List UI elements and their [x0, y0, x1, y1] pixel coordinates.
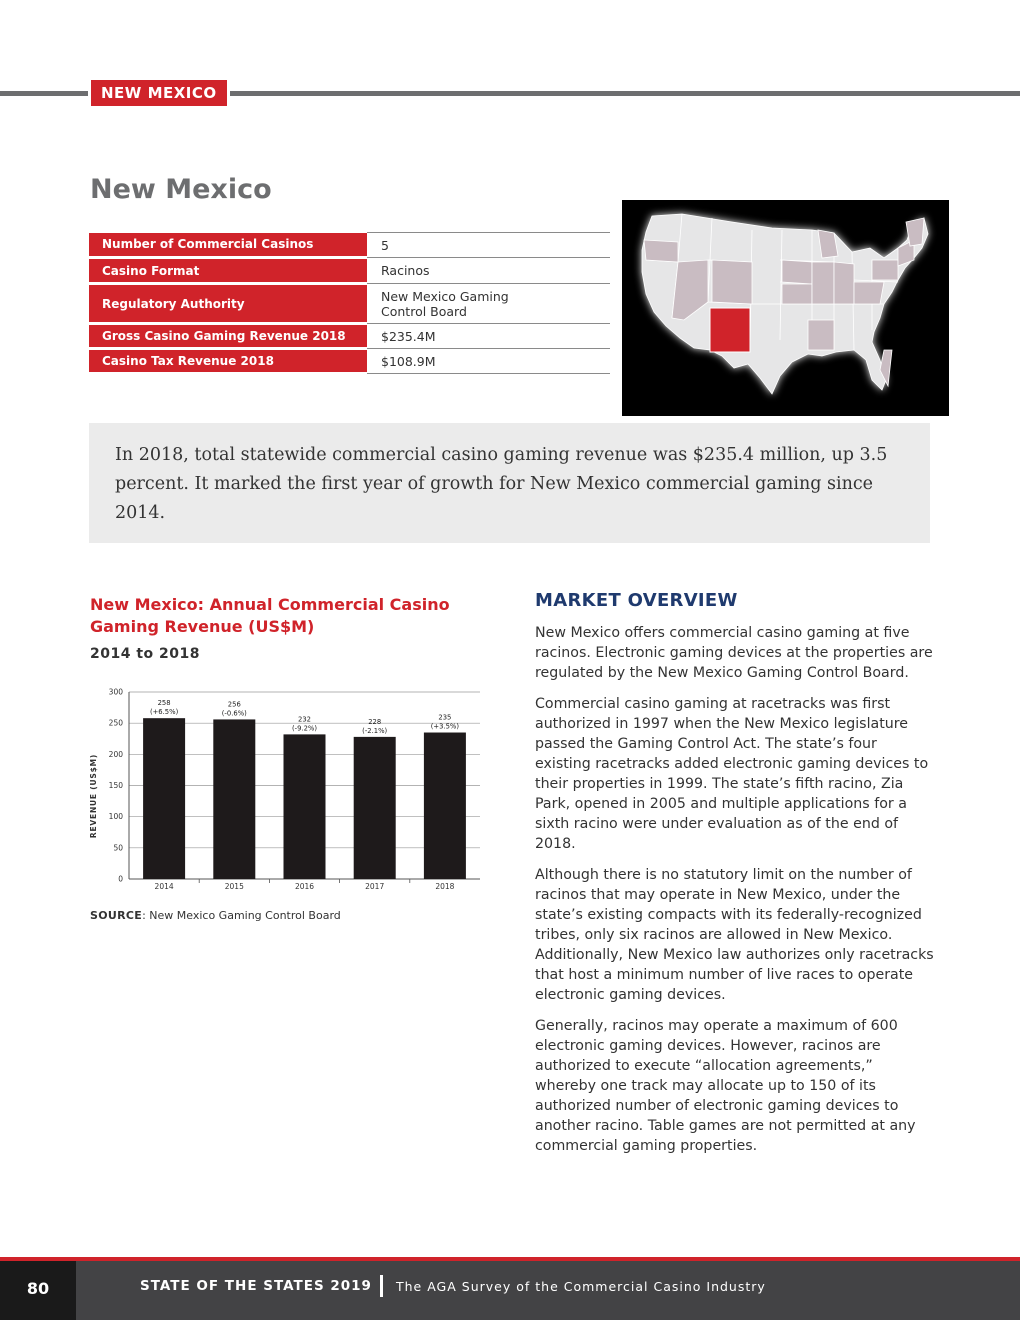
x-tick-label: 2014 [154, 882, 174, 891]
y-tick-label: 200 [108, 749, 123, 759]
bar [284, 734, 326, 879]
overview-paragraph: Although there is no statutory limit on the number of racinos that may operate in New Mexico, under the state’s existing compacts with its federally-recognized tribes, only six racinos are allowed in New Mexico. Additionally, New Mexico law authorizes only racetracks that host a minimum number of live races to operate electronic gaming devices. [535, 867, 934, 1003]
source-text: : New Mexico Gaming Control Board [142, 909, 341, 922]
revenue-bar-chart [84, 684, 484, 894]
data-label: 258 [157, 699, 171, 708]
overview-paragraph: New Mexico offers commercial casino gaming at five racinos. Electronic gaming devices at the properties are regulated by the New Mexico Gaming Control Board. [535, 625, 933, 681]
x-tick-label: 2018 [435, 882, 455, 891]
us-map-graphic [622, 200, 949, 416]
change-label: (+6.5%) [149, 708, 179, 717]
bar [354, 737, 396, 879]
new-mexico-state [710, 308, 750, 352]
fact-value: 5 [367, 233, 610, 258]
chart-subtitle: 2014 to 2018 [90, 646, 200, 662]
y-axis-label: REVENUE (US$M) [89, 753, 98, 839]
fact-label: Regulatory Authority [89, 284, 367, 324]
callout-box [89, 423, 930, 543]
bar [213, 719, 255, 879]
x-tick-label: 2016 [294, 882, 315, 891]
y-tick-label: 250 [108, 718, 123, 728]
us-map [622, 200, 949, 416]
chart-source [90, 909, 341, 922]
change-label: (-9.2%) [291, 724, 318, 733]
fact-value-line: Control Board [381, 303, 467, 319]
y-tick-label: 100 [108, 812, 123, 822]
data-label: 235 [438, 713, 452, 722]
y-tick-label: 300 [108, 687, 123, 697]
footer-divider [380, 1275, 383, 1297]
x-tick-label: 2015 [224, 882, 244, 891]
fact-value: $235.4M [367, 324, 610, 349]
facts-row [89, 324, 610, 349]
bar [424, 733, 466, 879]
overview-paragraph: Generally, racinos may operate a maximum of 600 electronic gaming devices. However, racinos are authorized to execute “allocation agreements,” whereby one track may allocate up to 150 of its authorized number of electronic gaming devices to another racino. Table games are not permitted at any commercial gaming properties. [535, 1018, 916, 1154]
y-tick-label: 50 [113, 843, 123, 853]
page-title: New Mexico [90, 174, 272, 205]
y-tick-label: 0 [118, 874, 123, 884]
x-tick-label: 2017 [365, 882, 385, 891]
footer [0, 1261, 1020, 1320]
footer-subtitle: The AGA Survey of the Commercial Casino Industry [396, 1279, 766, 1294]
facts-row [89, 349, 610, 374]
chart-title: New Mexico: Annual Commercial Casino Gaming Revenue (US$M) [90, 595, 450, 636]
fact-label: Casino Tax Revenue 2018 [89, 349, 367, 374]
facts-table [89, 232, 610, 375]
fact-value: $108.9M [367, 349, 610, 374]
market-overview-heading: MARKET OVERVIEW [535, 590, 738, 611]
footer-title: STATE OF THE STATES 2019 [140, 1278, 372, 1294]
y-tick-label: 150 [108, 781, 123, 790]
fact-label: Number of Commercial Casinos [89, 233, 367, 258]
change-label: (+3.5%) [430, 722, 460, 731]
section-tag: NEW MEXICO [88, 80, 230, 106]
overview-paragraph: Commercial casino gaming at racetracks was first authorized in 1997 when the New Mexico legislature passed the Gaming Control Act. The state’s four existing racetracks added electronic gaming devices to their properties in 1999. The state’s fifth racino, Zia Park, opened in 2005 and multiple applications for a sixth racino were under evaluation as of the end of 2018. [535, 696, 929, 852]
bar [143, 718, 185, 879]
fact-value-line: New Mexico Gaming [381, 288, 509, 304]
facts-row [89, 233, 610, 258]
source-label: SOURCE [90, 909, 143, 922]
data-label: 256 [227, 700, 241, 709]
page-number: 80 [0, 1261, 76, 1320]
data-label: 232 [298, 715, 311, 724]
change-label: (-2.1%) [362, 726, 388, 735]
callout-text: In 2018, total statewide commercial casino gaming revenue was $235.4 million, up 3.5 percent. It marked the first year of growth for New Mexico commercial gaming since 2014. [115, 445, 888, 523]
data-label: 228 [368, 717, 382, 726]
market-overview-body [535, 623, 935, 1167]
change-label: (-0.6%) [221, 709, 247, 718]
facts-row [89, 284, 610, 324]
fact-label: Gross Casino Gaming Revenue 2018 [89, 324, 367, 349]
fact-label: Casino Format [89, 258, 367, 284]
fact-value: Racinos [367, 258, 610, 284]
fact-value [367, 284, 610, 324]
facts-row [89, 258, 610, 284]
